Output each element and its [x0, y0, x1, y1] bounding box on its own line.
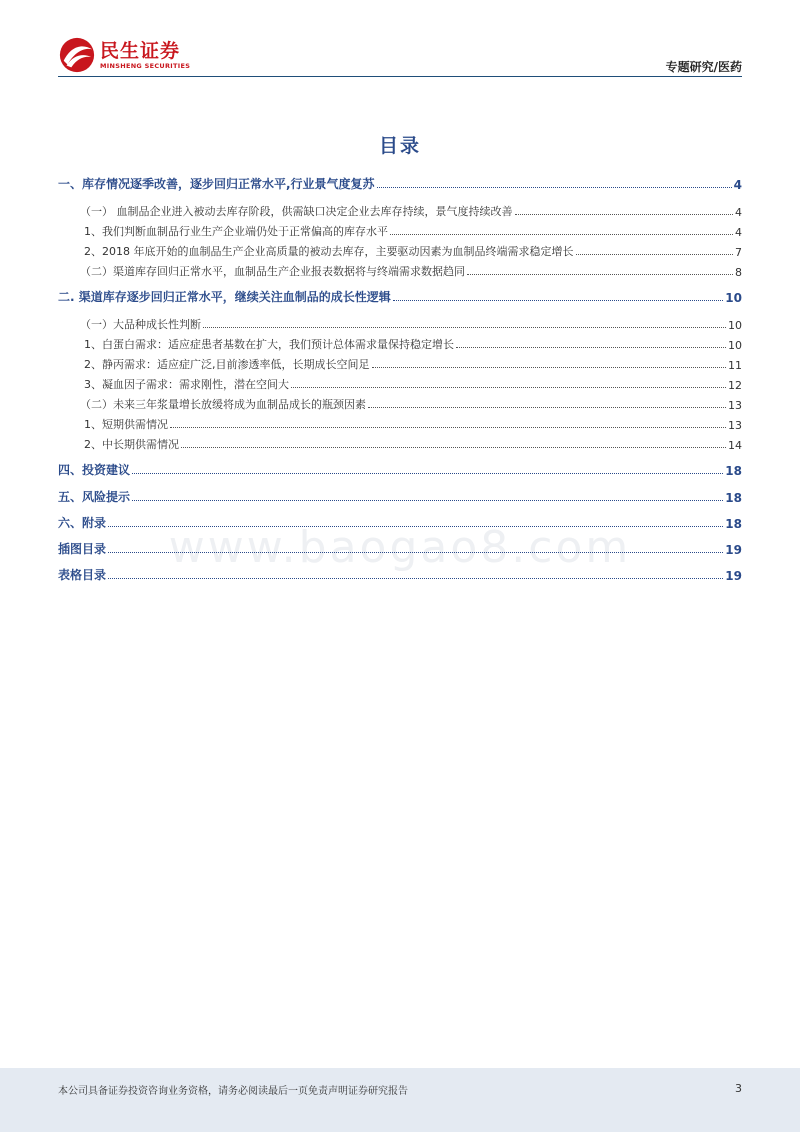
toc-entry[interactable]	[58, 221, 742, 239]
toc-entry-page: 19	[725, 543, 742, 557]
toc-entry-page: 13	[728, 399, 742, 412]
toc-entry[interactable]	[58, 354, 742, 372]
toc-entry[interactable]	[58, 487, 742, 505]
toc-entry-page: 10	[728, 319, 742, 332]
toc-entry[interactable]	[58, 414, 742, 432]
toc-leader-dots	[291, 387, 726, 388]
toc-entry-title: 1、白蛋白需求：适应症患者基数在扩大，我们预计总体需求量保持稳定增长	[84, 338, 454, 351]
toc-entry-title: 3、凝血因子需求：需求刚性，潜在空间大	[84, 378, 289, 391]
toc-leader-dots	[368, 407, 726, 408]
page-title: 目录	[378, 135, 421, 157]
toc-entry-title: 1、短期供需情况	[84, 418, 168, 431]
page-number: 3	[735, 1082, 742, 1095]
toc-entry[interactable]	[58, 201, 742, 219]
toc-entry-title: （一）大品种成长性判断	[80, 318, 201, 331]
toc-entry-title: （一） 血制品企业进入被动去库存阶段，供需缺口决定企业去库存持续，景气度持续改善	[80, 205, 513, 218]
toc-leader-dots	[203, 327, 726, 328]
toc-entry-page: 7	[735, 246, 742, 259]
toc-entry-page: 10	[725, 291, 742, 305]
toc-entry-title: 2、中长期供需情况	[84, 438, 179, 451]
toc-entry[interactable]	[58, 287, 742, 305]
toc-entry-page: 8	[735, 266, 742, 279]
toc-entry[interactable]	[58, 174, 742, 192]
toc-entry[interactable]	[58, 374, 742, 392]
company-logo	[58, 36, 190, 74]
toc-entry-page: 10	[728, 339, 742, 352]
toc-leader-dots	[132, 500, 723, 501]
toc-leader-dots	[377, 187, 732, 188]
toc-entry[interactable]	[58, 434, 742, 452]
logo-chinese-name: 民生证券	[100, 39, 181, 62]
toc-entry[interactable]	[58, 539, 742, 557]
page-header	[0, 0, 800, 80]
toc-leader-dots	[108, 578, 723, 579]
toc-entry-page: 18	[725, 464, 742, 478]
toc-leader-dots	[393, 300, 724, 301]
page-footer	[0, 1068, 800, 1132]
toc-leader-dots	[515, 214, 734, 215]
toc-leader-dots	[390, 234, 733, 235]
toc-entry-title: 插图目录	[58, 542, 107, 556]
report-category: 专题研究/医药	[665, 60, 742, 74]
toc-entry-page: 18	[725, 491, 742, 505]
toc-entry[interactable]	[58, 314, 742, 332]
toc-entry-title: 1、我们判断血制品行业生产企业端仍处于正常偏高的库存水平	[84, 225, 388, 238]
toc-entry[interactable]	[58, 565, 742, 583]
watermark: www.baogao8.com	[168, 522, 632, 573]
toc-entry[interactable]	[58, 334, 742, 352]
toc-entry-page: 4	[733, 178, 742, 192]
minsheng-logo-icon	[58, 36, 96, 74]
toc-entry-title: 一、库存情况逐季改善，逐步回归正常水平,行业景气度复苏	[58, 177, 375, 191]
header-divider	[58, 76, 742, 77]
toc-entry-title: 二. 渠道库存逐步回归正常水平，继续关注血制品的成长性逻辑	[58, 290, 391, 304]
toc-entry-title: 2、静丙需求：适应症广泛,目前渗透率低，长期成长空间足	[84, 358, 370, 371]
toc-leader-dots	[170, 427, 726, 428]
toc-entry-title: （二）渠道库存回归正常水平，血制品生产企业报表数据将与终端需求数据趋同	[80, 265, 465, 278]
toc-entry[interactable]	[58, 460, 742, 478]
toc-entry-title: 六、附录	[58, 516, 107, 530]
toc-entry[interactable]	[58, 241, 742, 259]
toc-entry-title: 五、风险提示	[58, 490, 131, 504]
toc-entry-page: 18	[725, 517, 742, 531]
toc-entry-page: 13	[728, 419, 742, 432]
toc-leader-dots	[108, 526, 723, 527]
toc-entry[interactable]	[58, 513, 742, 531]
toc-entry-title: （二）未来三年浆量增长放缓将成为血制品成长的瓶颈因素	[80, 398, 366, 411]
toc-entry[interactable]	[58, 261, 742, 279]
toc-leader-dots	[467, 274, 733, 275]
toc-leader-dots	[372, 367, 727, 368]
toc-entry[interactable]	[58, 394, 742, 412]
toc-entry-page: 4	[735, 226, 742, 239]
toc-leader-dots	[108, 552, 723, 553]
toc-leader-dots	[576, 254, 734, 255]
toc-entry-page: 19	[725, 569, 742, 583]
logo-english-name: MINSHENG SECURITIES	[100, 61, 191, 70]
toc-entry-title: 2、2018 年底开始的血制品生产企业高质量的被动去库存，主要驱动因素为血制品终端需求稳定增长	[84, 245, 574, 258]
toc-entry-title: 四、投资建议	[58, 463, 131, 477]
toc-entry-page: 14	[728, 439, 742, 452]
toc-entry-page: 11	[728, 359, 742, 372]
toc-leader-dots	[181, 447, 726, 448]
footer-disclaimer: 本公司具备证券投资咨询业务资格，请务必阅读最后一页免责声明证券研究报告	[58, 1086, 408, 1097]
toc-entry-page: 12	[728, 379, 742, 392]
toc-entry-title: 表格目录	[58, 568, 107, 582]
toc-leader-dots	[456, 347, 726, 348]
toc-leader-dots	[132, 473, 723, 474]
toc-entry-page: 4	[735, 206, 742, 219]
